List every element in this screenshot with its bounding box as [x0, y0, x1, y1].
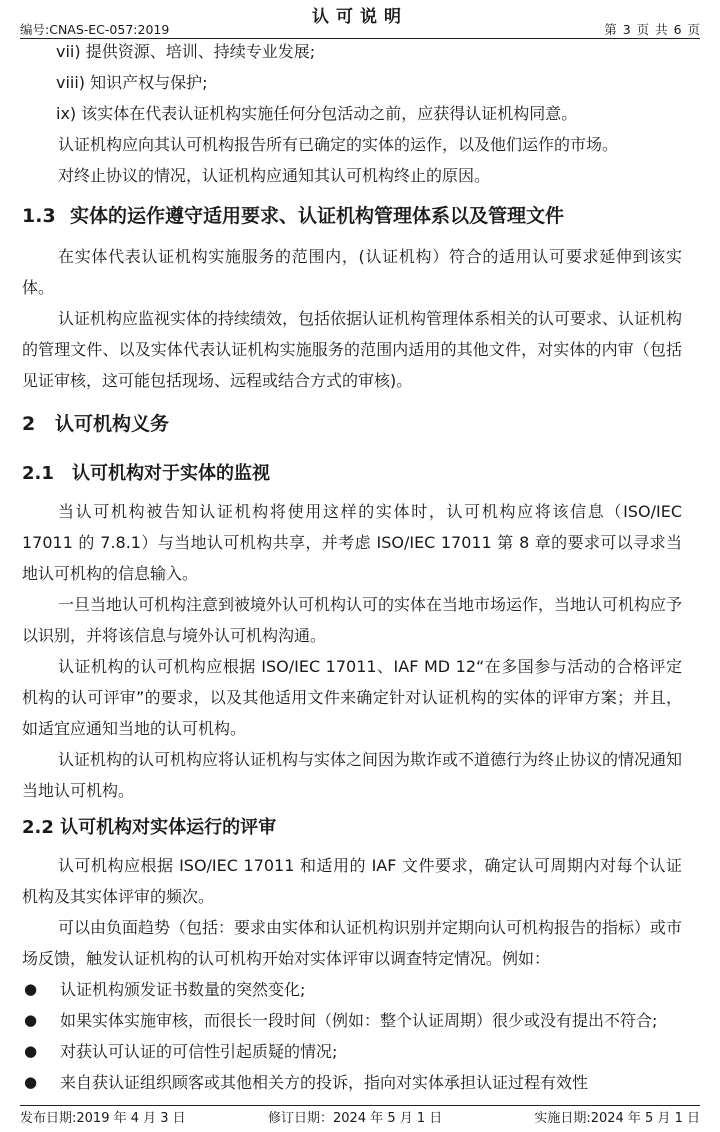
paragraph: 当认可机构被告知认证机构将使用这样的实体时，认可机构应将该信息（ISO/IEC 17011 的 7.8.1）与当地认可机构共享，并考虑 ISO/IEC 17011 第 8 章的要求可以寻求当地认可机构的信息输入。: [22, 502, 682, 583]
section-heading-1-3: [22, 191, 682, 241]
paragraph: 一旦当地认可机构注意到被境外认可机构认可的实体在当地市场运作，当地认可机构应予以识别，并将该信息与境外认可机构沟通。: [22, 595, 683, 645]
section-title: 实体的运作遵守适用要求、认证机构管理体系以及管理文件: [70, 205, 565, 227]
bullet-text: 认证机构颁发证书数量的突然变化;: [60, 980, 306, 999]
bullet-text: 来自获认证组织顾客或其他相关方的投诉，指向对实体承担认证过程有效性: [60, 1073, 589, 1092]
bullet-icon: ●: [24, 1011, 38, 1029]
bullet-icon: ●: [24, 980, 38, 998]
list-item: vii) 提供资源、培训、持续专业发展;: [56, 42, 316, 61]
section-heading-2-2: [22, 806, 682, 850]
footer-rule: [20, 1105, 700, 1106]
paragraph: 对终止协议的情况，认证机构应通知其认可机构终止的原因。: [58, 166, 491, 185]
section-heading-2: [22, 396, 682, 452]
paragraph: 认可机构应根据 ISO/IEC 17011 和适用的 IAF 文件要求，确定认可周期内对每个认证机构及其实体评审的频次。: [22, 856, 682, 906]
issue-date: 发布日期:2019 年 4 月 3 日: [20, 1111, 186, 1126]
bullet-item: [22, 974, 682, 1005]
bullet-item: [22, 1005, 682, 1036]
revision-date: 修订日期：2024 年 5 月 1 日: [268, 1111, 443, 1126]
paragraph: 认证机构的认可机构应根据 ISO/IEC 17011、IAF MD 12“在多国参与活动的合格评定机构的认可评审”的要求，以及其他适用文件来确定针对认证机构的实体的评审方案；并且，如适宜应通知当地的认可机构。: [22, 657, 682, 738]
bullet-text: 对获认可认证的可信性引起质疑的情况;: [60, 1042, 338, 1061]
section-number: 2: [22, 413, 36, 435]
section-number: 2.1: [22, 463, 54, 484]
effective-date: 实施日期:2024 年 5 月 1 日: [534, 1111, 700, 1126]
bullet-item: [22, 1036, 682, 1067]
paragraph: 在实体代表认证机构实施服务的范围内，(认证机构）符合的适用认可要求延伸到该实体。: [22, 247, 682, 297]
page-footer: [20, 1111, 700, 1127]
document-title: 认可说明: [312, 7, 408, 27]
paragraph: 认证机构应监视实体的持续绩效，包括依据认证机构管理体系相关的认可要求、认证机构的管理文件、以及实体代表认证机构实施服务的范围内适用的其他文件，对实体的内审（包括见证审核，这可能包括现场、远程或结合方式的审核)。: [22, 309, 683, 390]
bullet-icon: ●: [24, 1042, 38, 1060]
page-info: 第 3 页 共 6 页: [604, 22, 700, 37]
paragraph: 认证机构的认可机构应将认证机构与实体之间因为欺诈或不道德行为终止协议的情况通知当地认可机构。: [22, 750, 683, 800]
section-number: 1.3: [22, 205, 56, 227]
section-heading-2-1: [22, 452, 682, 496]
section-number: 2.2: [22, 817, 54, 838]
section-title: 认可机构对于实体的监视: [72, 463, 270, 484]
paragraph: 认证机构应向其认可机构报告所有已确定的实体的运作，以及他们运作的市场。: [58, 135, 619, 154]
paragraph: 可以由负面趋势（包括：要求由实体和认证机构识别并定期向认可机构报告的指标）或市场反馈，触发认证机构的认可机构开始对实体评审以调查特定情况。例如：: [22, 918, 683, 968]
section-title: 认可机构义务: [55, 413, 170, 435]
bullet-icon: ●: [24, 1073, 38, 1091]
section-title: 认可机构对实体运行的评审: [60, 817, 277, 838]
bullet-text: 如果实体实施审核，而很长一段时间（例如：整个认证周期）很少或没有提出不符合;: [60, 1011, 658, 1030]
list-item: viii) 知识产权与保护;: [56, 73, 208, 92]
list-item: ix) 该实体在代表认证机构实施任何分包活动之前，应获得认证机构同意。: [56, 104, 578, 123]
bullet-item: [22, 1067, 682, 1098]
document-number: 编号:CNAS-EC-057:2019: [20, 22, 170, 37]
document-body: [22, 36, 682, 1098]
